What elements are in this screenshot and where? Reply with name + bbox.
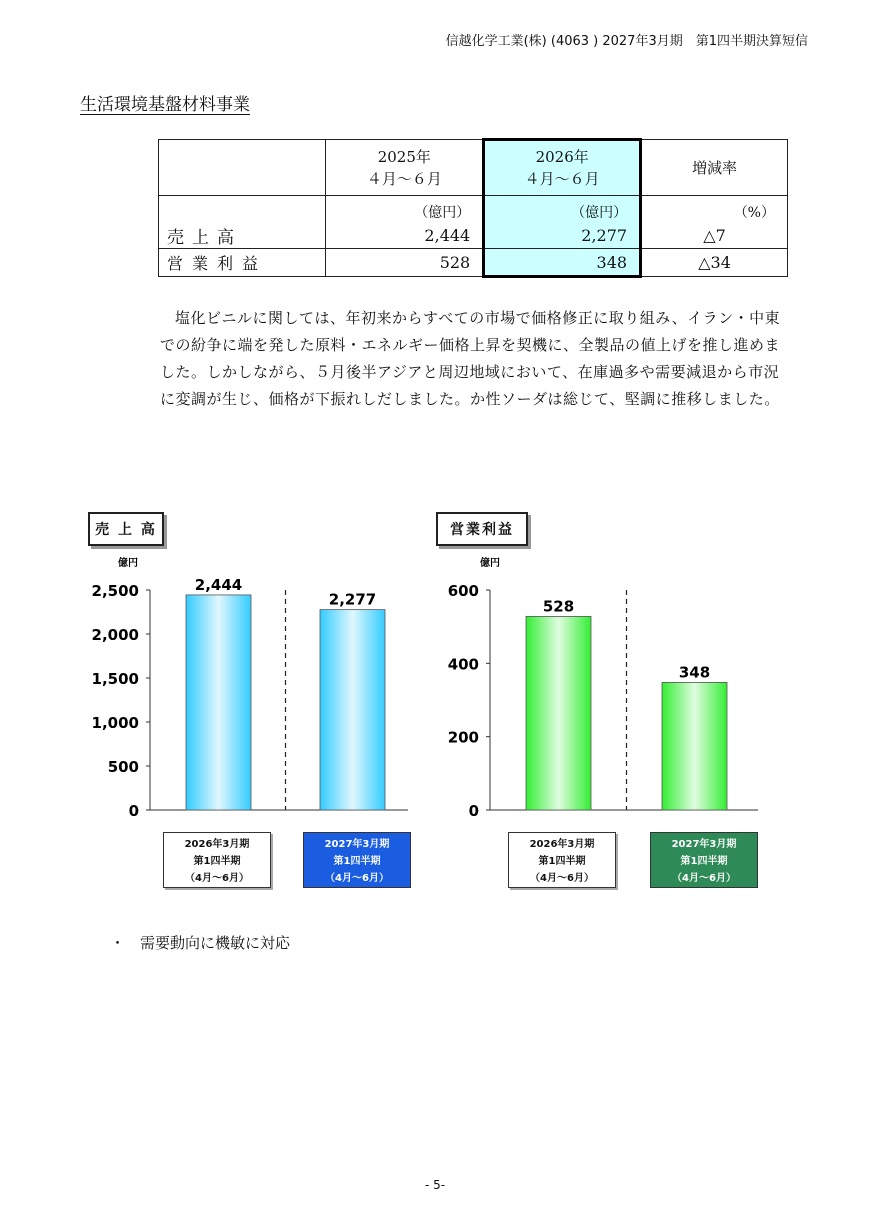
table-unit-pct: （%） bbox=[641, 196, 788, 223]
bullet-text: 需要動向に機敏に対応 bbox=[140, 934, 291, 952]
data-label: 348 bbox=[678, 663, 711, 682]
data-label: 2,277 bbox=[328, 590, 377, 609]
data-label: 2,444 bbox=[194, 575, 243, 594]
category-label-sales-prev: 2026年3月期 第1四半期 （4月～6月） bbox=[163, 832, 271, 888]
y-tick-label: 0 bbox=[128, 802, 139, 820]
table-header-curr: 2026年 ４月～６月 bbox=[484, 140, 641, 196]
table-header-prev: 2025年 ４月～６月 bbox=[326, 140, 484, 196]
y-tick-label: 0 bbox=[468, 802, 479, 820]
y-tick-label: 2,500 bbox=[91, 582, 139, 600]
y-tick-label: 2,000 bbox=[91, 626, 139, 644]
document-header: 信越化学工業(株) (4063 ) 2027年3月期 第1四半期決算短信 bbox=[445, 34, 808, 49]
table-header-change: 増減率 bbox=[641, 140, 788, 196]
row-sales-change: △7 bbox=[641, 222, 788, 249]
y-tick-label: 600 bbox=[447, 582, 479, 600]
table-unit-curr: （億円） bbox=[484, 196, 641, 223]
section-title: 生活環境基盤材料事業 bbox=[80, 95, 250, 115]
bullet-item bbox=[110, 932, 290, 953]
y-tick-label: 1,000 bbox=[91, 714, 139, 732]
row-label-profit: 営業利益 bbox=[159, 249, 326, 277]
y-tick-label: 400 bbox=[447, 655, 479, 674]
data-label: 528 bbox=[542, 597, 575, 616]
page-number: - 5- bbox=[424, 1178, 446, 1192]
chart-title-profit: 営業利益 bbox=[436, 512, 528, 546]
bar bbox=[662, 682, 727, 810]
y-tick-label: 1,500 bbox=[91, 670, 139, 688]
y-tick-label: 500 bbox=[107, 758, 139, 776]
bar bbox=[526, 616, 591, 810]
row-sales-prev: 2,444 bbox=[326, 222, 484, 249]
bar bbox=[186, 595, 251, 810]
table-unit-prev: （億円） bbox=[326, 196, 484, 223]
category-label-profit-curr: 2027年3月期 第1四半期 （4月～6月） bbox=[650, 832, 758, 888]
row-profit-curr: 348 bbox=[484, 249, 641, 277]
category-label-sales-curr: 2027年3月期 第1四半期 （4月～6月） bbox=[303, 832, 411, 888]
row-profit-change: △34 bbox=[641, 249, 788, 277]
bullet-mark: ・ bbox=[110, 934, 126, 952]
bar bbox=[320, 610, 385, 810]
y-axis-unit-label: 億円 bbox=[118, 558, 138, 569]
y-axis-unit-label: 億円 bbox=[480, 558, 500, 569]
row-label-sales: 売上高 bbox=[159, 222, 326, 249]
row-profit-prev: 528 bbox=[326, 249, 484, 277]
y-tick-label: 200 bbox=[447, 728, 479, 747]
category-label-profit-prev: 2026年3月期 第1四半期 （4月～6月） bbox=[508, 832, 616, 888]
body-paragraph: 塩化ビニルに関しては、年初来からすべての市場で価格修正に取り組み、イラン・中東での紛争に端を発した原料・エネルギー価格上昇を契機に、全製品の値上げを推し進めました。しかしながら、５月後半アジアと周辺地域において、在庫過多や需要減退から市況に変調が生じ、価格が下振れしだしました。か性ソーダは総じて、堅調に推移しました。 bbox=[160, 309, 781, 408]
chart-title-sales: 売 上 高 bbox=[88, 512, 164, 546]
row-sales-curr: 2,277 bbox=[484, 222, 641, 249]
